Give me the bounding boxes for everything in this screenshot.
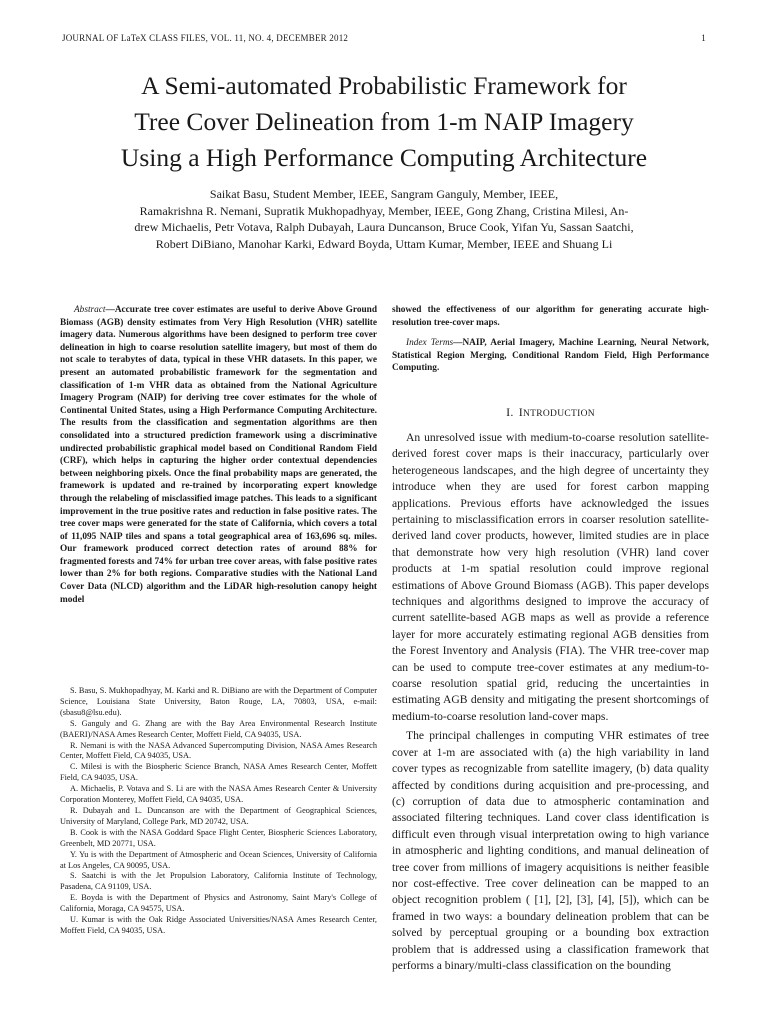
author-list	[82, 186, 686, 252]
section-title-initial: I	[518, 404, 523, 419]
section-title-rest: NTRODUCTION	[523, 408, 595, 419]
footnote: E. Boyda is with the Department of Physics and Astronomy, Saint Mary's College of California, Moraga, CA 94575, USA.	[60, 893, 377, 914]
footnote: S. Saatchi is with the Jet Propulsion Laboratory, California Institute of Technology, Pasadena, CA 91109, USA.	[60, 871, 377, 892]
running-head	[62, 33, 706, 43]
title-line: A Semi-automated Probabilistic Framework for	[141, 71, 627, 100]
author-line: Ramakrishna R. Nemani, Supratik Mukhopadhyay, Member, IEEE, Gong Zhang, Cristina Milesi, An-	[139, 203, 629, 218]
journal-name: JOURNAL OF LaTeX CLASS FILES, VOL. 11, NO. 4, DECEMBER 2012	[62, 33, 349, 43]
footnote: S. Basu, S. Mukhopadhyay, M. Karki and R. DiBiano are with the Department of Computer Science, Louisiana State University, Baton Rouge, LA, 70803, USA, e-mail: (sbasu8@lsu.edu).	[60, 686, 377, 717]
footnote: A. Michaelis, P. Votava and S. Li are with the NASA Ames Research Center & University Corporation Monterey, Moffett Field, CA 94035, USA.	[60, 784, 377, 805]
author-line: drew Michaelis, Petr Votava, Ralph Dubayah, Laura Duncanson, Bruce Cook, Yifan Yu, Sassan Saatchi,	[134, 220, 634, 234]
section-number: I.	[506, 404, 514, 419]
body-paragraph: The principal challenges in computing VHR estimates of tree cover at 1-m are associated with (a) the high variability in land cover types as recognizable from satellite imagery, (b) data quality affected by conditions during acquisition and pre-processing, and (c) corruption of data due to atmospheric contamination and associated filtering techniques. Land cover class identification is difficult even through visual interpretation owing to high variance in atmospheric and lighting conditions, and manual delineation of tree cover from millions of imagery acquisitions is neither feasible nor cost-effective. Tree cover delineation can be mapped to an object recognition problem ( [1], [2], [3], [4], [5]), which can be framed in two ways: a boundary delineation problem that can be solved by perceptual grouping or a bounding box extraction problem that is addressed using a classification framework that performs a binary/multi-class classification on the bounding	[392, 729, 709, 972]
page-number: 1	[701, 33, 706, 43]
abstract-continuation: showed the effectiveness of our algorithm for generating accurate high-resolution tree-cover maps.	[392, 305, 709, 328]
abstract-text: —Accurate tree cover estimates are useful to derive Above Ground Biomass (AGB) density estimates from Very High Resolution (VHR) satellite imagery data. Numerous algorithms have been designed to perform tree cover delineation in high to coarse resolution satellite imagery, but most of them do not scale to terabytes of data, typical in these VHR datasets. In this paper, we present an automated probabilistic framework for the segmentation and classification of 1-m VHR data as obtained from the National Agriculture Imagery Program (NAIP) for deriving tree cover estimates for the whole of Continental United States, using a High Performance Computing Architecture. The results from the classification and segmentation algorithms are then consolidated into a structured prediction framework using a discriminative undirected probabilistic graphical model based on Conditional Random Field (CRF), which helps in capturing the higher order contextual dependencies between neighboring pixels. Once the final probability maps are generated, the framework is updated and re-trained by incorporating expert knowledge through the relabeling of misclassified image patches. This leads to a significant improvement in the true positive rates and reduction in false positive rates. The tree cover maps were generated for the state of California, which covers a total of 11,095 NAIP tiles and spans a total geographical area of 163,696 sq. miles. Our framework produced correct detection rates of around 88% for fragmented forests and 74% for urban tree cover areas, with false positive rates lower than 2% for both regions. Comparative studies with the National Land Cover Data (NLCD) algorithm and the LiDAR high-resolution canopy height model	[60, 305, 377, 605]
left-column	[60, 304, 377, 606]
index-terms-label: Index Terms	[406, 338, 454, 349]
right-column	[392, 304, 709, 974]
affiliation-footnotes	[60, 686, 377, 937]
title-line: Using a High Performance Computing Architecture	[120, 143, 648, 172]
footnote: R. Nemani is with the NASA Advanced Supercomputing Division, NASA Ames Research Center, Moffett Field, CA 94035, USA.	[60, 740, 377, 761]
footnote: S. Ganguly and G. Zhang are with the Bay Area Environmental Research Institute (BAERI)/NASA Ames Research Center, Moffett Field, CA 94035, USA.	[60, 718, 377, 739]
body-paragraph: An unresolved issue with medium-to-coarse resolution satellite-derived forest cover maps is their inaccuracy, particularly over heterogeneous landscapes, and the high degree of uncertainty they introduce when they are used for forest carbon mapping applications. Previous efforts have acknowledged the issues pertaining to misclassification errors in coarser resolution satellite-derived land cover products, however, limited studies are in place that demonstrate how very high resolution (VHR) land cover products at 1-m spatial resolution could improve regional estimations of Above Ground Biomass (AGB). This paper develops techniques and algorithms designed to improve the accuracy of current satellite-based AGB maps as well as provide a reference layer for more accurately estimating regional AGB densities from the Forest Inventory and Analysis (FIA). The VHR tree-cover map can be used to compute tree-cover estimates at any medium-to-coarse resolution spatial grid, reducing the uncertainties in estimating AGB density and mitigating the present shortcomings of medium-to-coarse resolution land-cover maps.	[392, 430, 709, 723]
index-terms-text: —NAIP, Aerial Imagery, Machine Learning, Neural Network, Statistical Region Merging, Conditional Random Field, High Performance Computing.	[392, 338, 709, 374]
footnote: B. Cook is with the NASA Goddard Space Flight Center, Biospheric Sciences Laboratory, Greenbelt, MD 20771, USA.	[60, 827, 377, 848]
footnote: R. Dubayah and L. Duncanson are with the Department of Geographical Sciences, University of Maryland, College Park, MD 20742, USA.	[60, 805, 377, 826]
footnote: U. Kumar is with the Oak Ridge Associated Universities/NASA Ames Research Center, Moffett Field, CA 94035, USA.	[60, 915, 377, 935]
index-terms	[392, 337, 709, 375]
abstract	[60, 304, 377, 606]
author-line: Robert DiBiano, Manohar Karki, Edward Boyda, Uttam Kumar, Member, IEEE and Shuang Li	[155, 236, 613, 251]
title-line: Tree Cover Delineation from 1-m NAIP Imagery	[134, 107, 634, 136]
abstract-label: Abstract	[74, 305, 106, 315]
section-heading	[392, 405, 709, 420]
author-line: Saikat Basu, Student Member, IEEE, Sangram Ganguly, Member, IEEE,	[209, 187, 559, 201]
footnote: C. Milesi is with the Biospheric Science Branch, NASA Ames Research Center, Moffett Field, CA 94035, USA.	[60, 762, 377, 783]
footnote: Y. Yu is with the Department of Atmospheric and Ocean Sciences, University of California at Los Angeles, CA 90095, USA.	[60, 849, 377, 870]
paper-title	[30, 68, 738, 176]
